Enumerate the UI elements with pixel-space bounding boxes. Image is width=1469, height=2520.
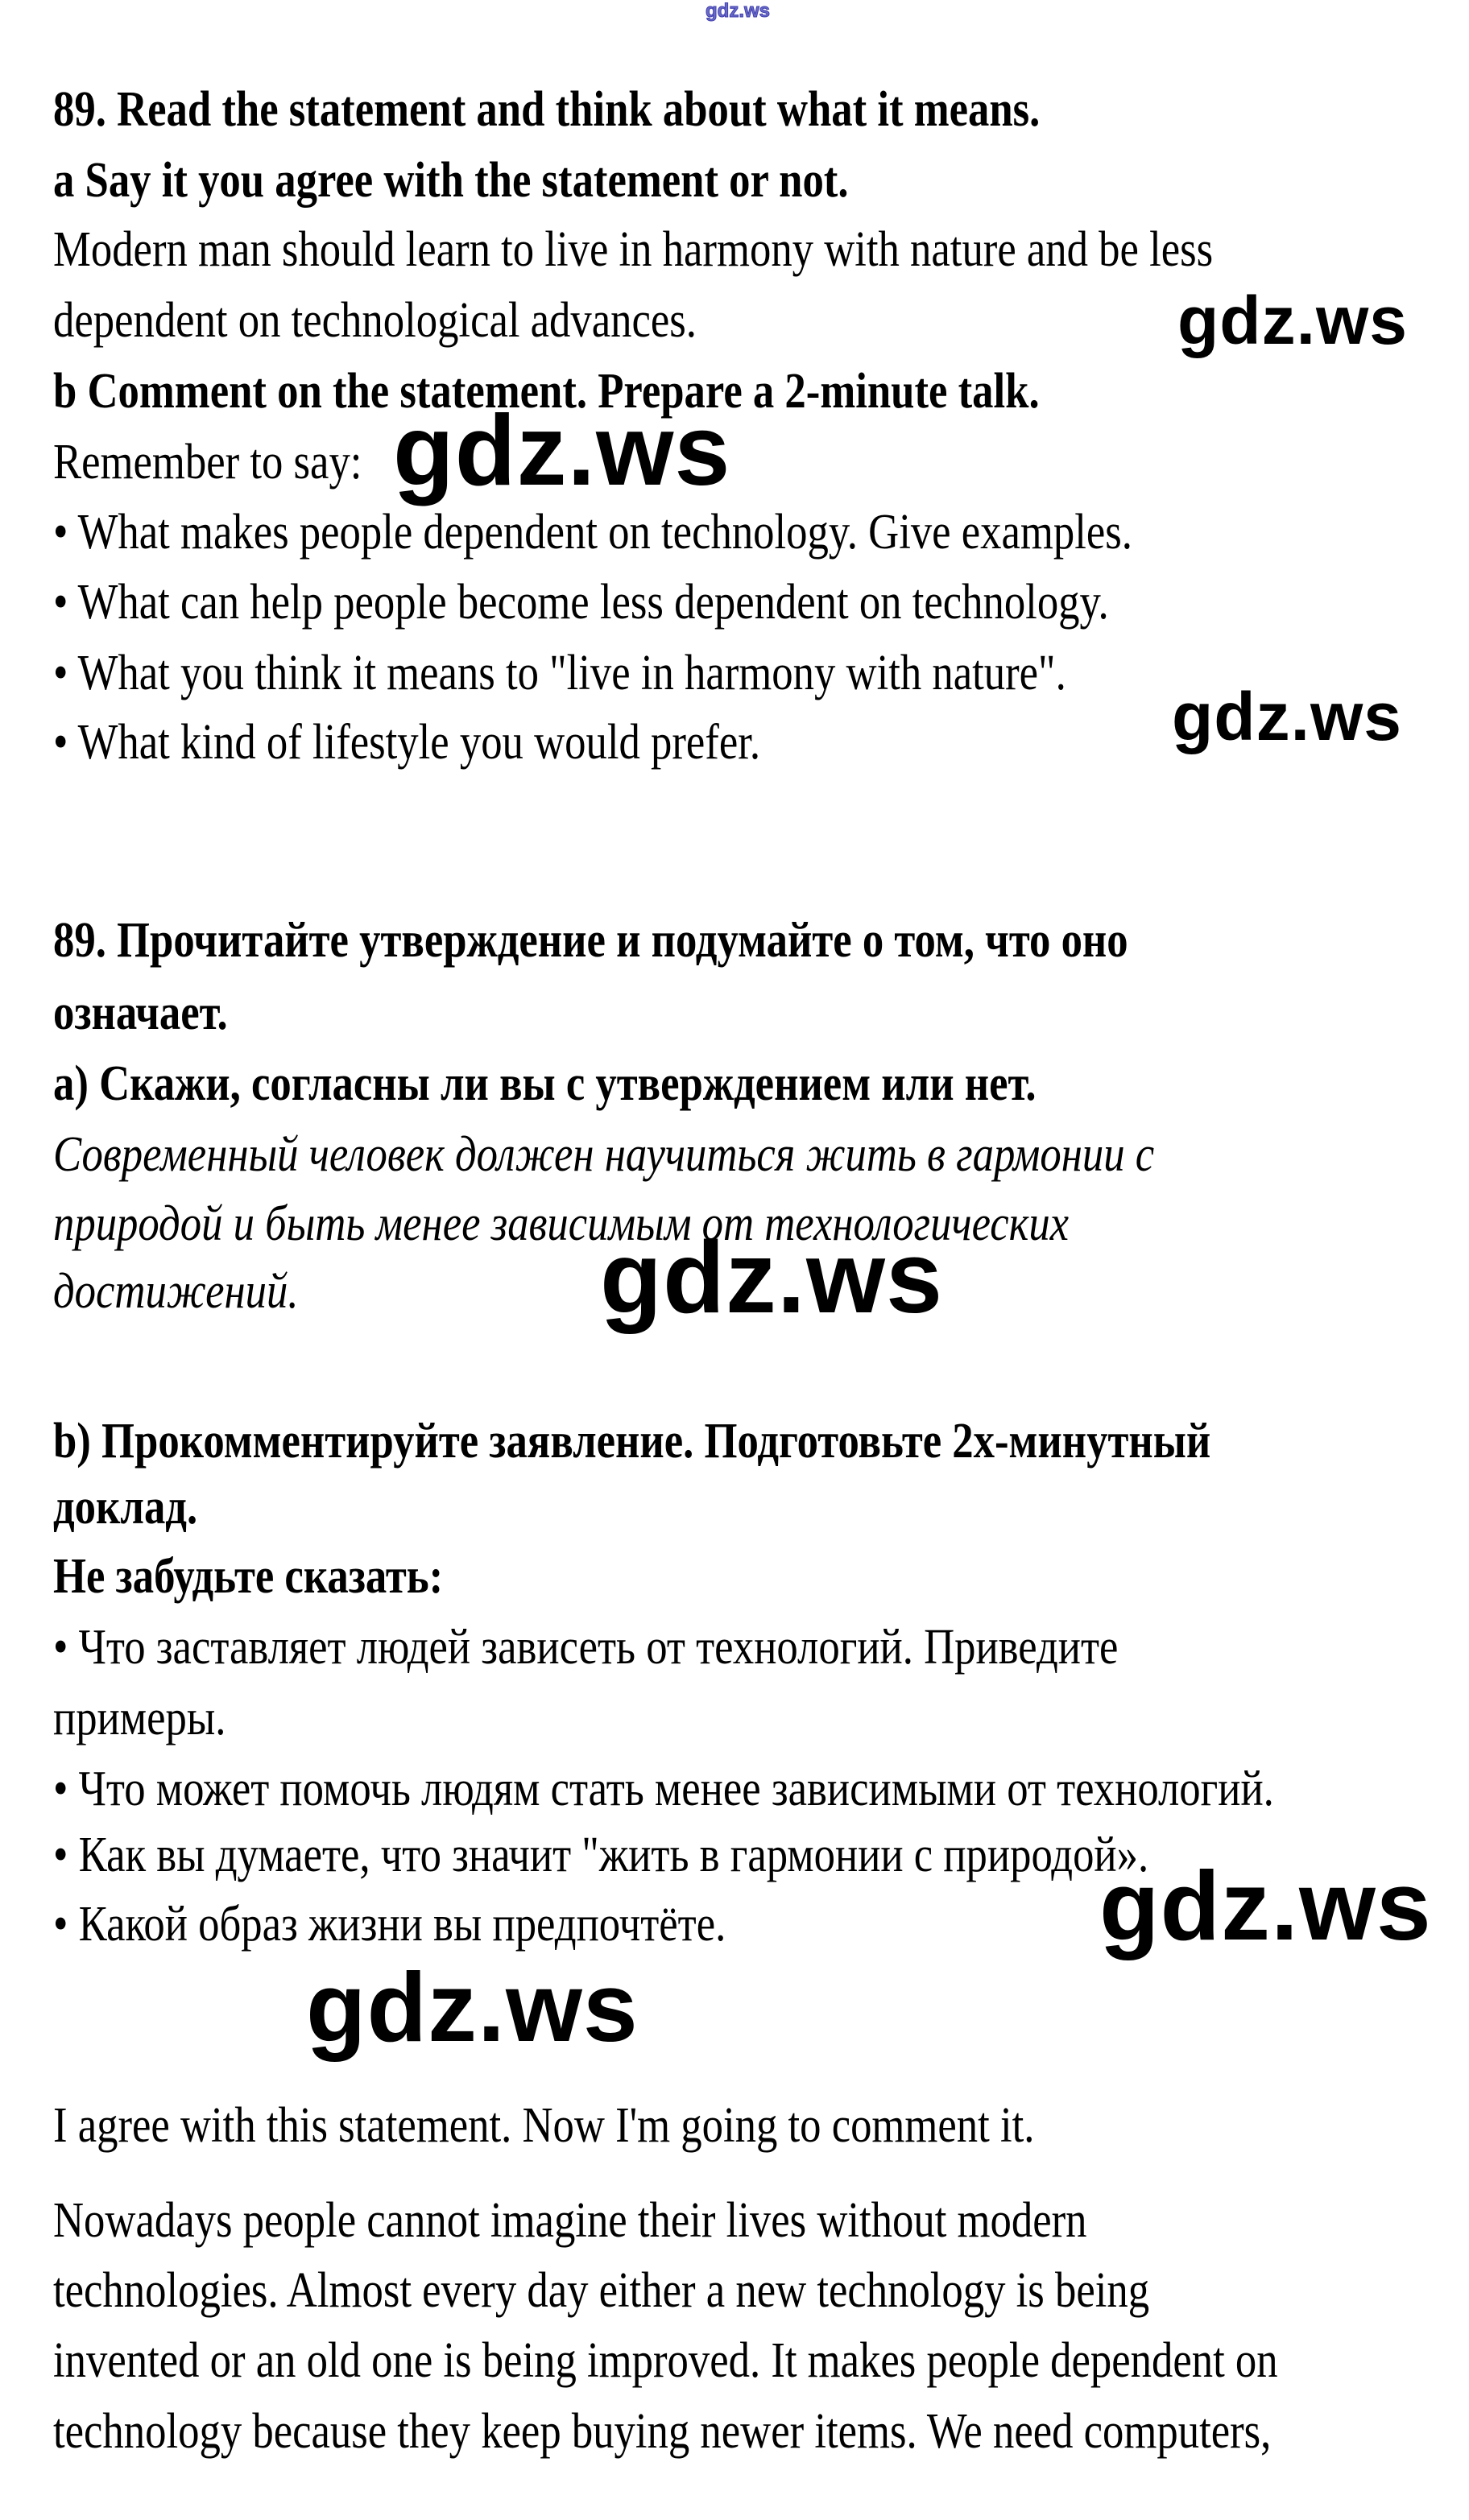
bullet-item-en: • What makes people dependent on technology. Give examples.	[53, 505, 1132, 560]
watermark: gdz.ws	[393, 395, 731, 506]
statement-line-en: Modern man should learn to live in harmony with nature and be less	[53, 222, 1214, 277]
statement-line-ru: Современный человек должен научиться жить в гармонии с	[53, 1127, 1155, 1182]
bullet-item-en: • What kind of lifestyle you would prefer.	[53, 715, 761, 770]
task-part-b-heading-en: b Comment on the statement. Prepare a 2-minute talk.	[53, 364, 1040, 419]
statement-line-ru: достижений.	[53, 1264, 299, 1319]
answer-paragraph-line: invented or an old one is being improved. It makes people dependent on	[53, 2333, 1278, 2388]
bullet-item-en: • What can help people become less dependent on technology.	[53, 575, 1109, 630]
answer-paragraph-line: technology because they keep buying newer items. We need computers,	[53, 2404, 1272, 2459]
task-number-heading-ru-cont: означает.	[53, 985, 228, 1040]
answer-paragraph-line: technologies. Almost every day either a new technology is being	[53, 2263, 1150, 2318]
bullet-item-ru: • Что заставляет людей зависеть от технологий. Приведите	[53, 1620, 1119, 1675]
watermark: gdz.ws	[1177, 283, 1409, 358]
statement-line-en: dependent on technological advances.	[53, 293, 697, 348]
statement-line-ru: природой и быть менее зависимым от технологических	[53, 1196, 1070, 1251]
bullet-item-ru: • Какой образ жизни вы предпочтёте.	[53, 1897, 726, 1952]
answer-paragraph-line: Nowadays people cannot imagine their lives without modern	[53, 2193, 1087, 2248]
bullet-item-ru: • Как вы думаете, что значит "жить в гармонии с природой».	[53, 1828, 1149, 1882]
watermark: gdz.ws	[600, 1221, 944, 1334]
task-part-a-heading-en: a Say it you agree with the statement or not.	[53, 153, 849, 208]
bullet-item-en: • What you think it means to "live in harmony with nature".	[53, 646, 1066, 700]
watermark: gdz.ws	[1099, 1851, 1432, 1960]
watermark: gdz.ws	[306, 1952, 639, 2062]
task-number-heading-ru: 89. Прочитайте утверждение и подумайте о том, что оно	[53, 913, 1128, 968]
bullet-item-ru: • Что может помочь людям стать менее зависимыми от технологий.	[53, 1762, 1274, 1816]
answer-intro-line: I agree with this statement. Now I'm going to comment it.	[53, 2098, 1035, 2153]
watermark: gdz.ws	[1172, 679, 1403, 754]
watermark-top: gdz.ws	[706, 0, 771, 22]
remember-to-say-label: Remember to say:	[53, 435, 362, 490]
bullet-item-ru-cont: примеры.	[53, 1691, 226, 1745]
task-number-heading-en: 89. Read the statement and think about what it means.	[53, 82, 1041, 137]
task-part-a-heading-ru: а) Скажи, согласны ли вы с утверждением или нет.	[53, 1056, 1037, 1111]
task-part-b-heading-ru-cont: доклад.	[53, 1480, 198, 1535]
remember-to-say-label-ru: Не забудьте сказать:	[53, 1549, 444, 1604]
task-part-b-heading-ru: b) Прокомментируйте заявление. Подготовьте 2х-минутный	[53, 1414, 1211, 1469]
